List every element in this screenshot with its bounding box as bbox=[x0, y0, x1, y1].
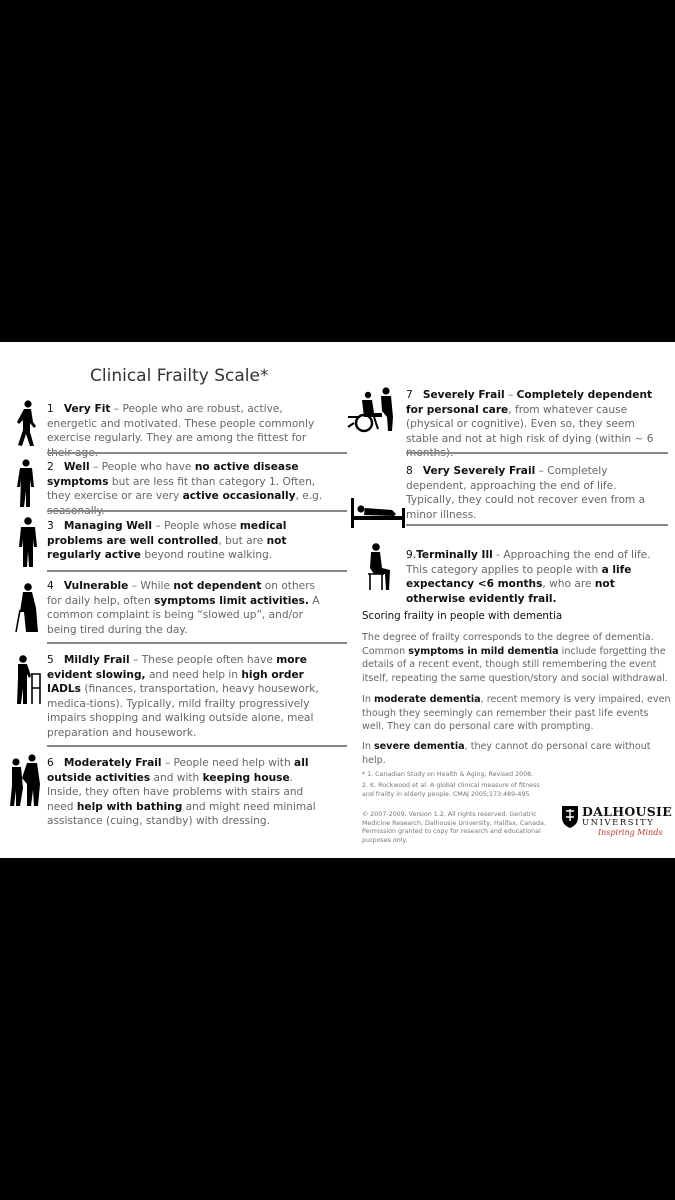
body-text: , e.g. bbox=[295, 490, 323, 503]
body-text: include forgetting the details of a recent event, though still remembering the event itself, repeating the same question/story and social withdrawal. bbox=[362, 645, 668, 684]
level-number: 1 bbox=[47, 403, 54, 415]
body-text: – People need help with bbox=[161, 757, 295, 769]
body-text: , recent memory is very impaired, even though they seemingly can remember their past life events well. They can do personal care with prompting. bbox=[362, 694, 671, 733]
body-text: on others for daily help, often bbox=[47, 580, 316, 607]
level-number: 4 bbox=[47, 580, 54, 592]
body-text: – bbox=[504, 389, 517, 401]
emphasis-text: active occasionally bbox=[182, 490, 296, 503]
emphasis-text: symptoms in mild dementia bbox=[408, 645, 559, 657]
level-number: 8 bbox=[406, 465, 413, 477]
body-text: and with bbox=[150, 771, 203, 784]
dementia-paragraph bbox=[362, 631, 672, 685]
level-3-entry bbox=[47, 519, 329, 563]
level-9-entry bbox=[406, 548, 668, 606]
emphasis-text: Completely dependent for personal care bbox=[406, 389, 653, 416]
emphasis-text: symptoms limit activities. bbox=[154, 594, 309, 607]
page-title: Clinical Frailty Scale* bbox=[90, 366, 269, 386]
logo-name: DALHOUSIE bbox=[582, 804, 673, 819]
body-text: In bbox=[362, 694, 374, 705]
divider bbox=[47, 452, 347, 454]
body-text: – People whose bbox=[152, 520, 240, 532]
level-4-entry bbox=[47, 579, 329, 637]
divider bbox=[47, 570, 347, 572]
body-text: . Inside, they often have problems with stairs and need bbox=[47, 771, 304, 813]
level-number: 6 bbox=[47, 757, 54, 769]
level-name: Terminally Ill bbox=[416, 549, 493, 561]
level-name: Managing Well bbox=[63, 520, 153, 532]
divider bbox=[47, 510, 347, 512]
body-text: , from whatever cause (physical or cognitive). Even so, they seem stable and not at high risk of dying (within ~ 6 bbox=[406, 403, 654, 445]
body-text: A common complaint is being “slowed up”, and/or being tired during the day. bbox=[47, 594, 320, 636]
dementia-paragraph bbox=[362, 740, 672, 767]
frailty-scale-card bbox=[0, 342, 675, 858]
body-text: – Completely dependent, approaching the end of life. Typically, they could not recover even from a minor illness. bbox=[406, 465, 646, 521]
university-crest-icon bbox=[561, 805, 579, 829]
level-name: Vulnerable bbox=[63, 580, 129, 592]
emphasis-text: keeping house bbox=[202, 771, 290, 784]
level-name: Well bbox=[63, 461, 90, 473]
emphasis-text: a life expectancy <6 months bbox=[406, 563, 632, 591]
level-5-entry bbox=[47, 653, 329, 741]
level-name: Very Severely Frail bbox=[422, 465, 536, 477]
emphasis-text: all outside activities bbox=[47, 757, 309, 784]
reference-2: 2. K. Rockwood et al. A global clinical measure of fitness and frailty in elderly people. CMAJ 2005;173:489-495. bbox=[362, 782, 540, 798]
level-name: Very Fit bbox=[63, 403, 111, 415]
emphasis-text: not dependent bbox=[173, 580, 262, 592]
body-text: , but are bbox=[218, 534, 267, 547]
walking-man-silhouette-icon bbox=[14, 459, 38, 509]
body-text: – While bbox=[128, 580, 174, 592]
emphasis-text: severe dementia bbox=[373, 741, 465, 752]
body-text: but are less fit than category 1. Often, they exercise or are very bbox=[47, 475, 316, 503]
person-with-walker-silhouette-icon bbox=[12, 654, 42, 706]
body-text: – People who have bbox=[89, 461, 195, 473]
level-name: Moderately Frail bbox=[63, 757, 162, 769]
divider bbox=[406, 452, 668, 454]
body-text: In bbox=[362, 741, 374, 752]
copyright-notice: © 2007-2009. Version 1.2. All rights reserved. Geriatric Medicine Research, Dalhousie University, Halifax, Canada. Permission granted to copy for research and educational purposes only. bbox=[362, 811, 546, 844]
level-6-entry bbox=[47, 756, 329, 829]
body-text: and might need minimal assistance (cuing, standby) with dressing. bbox=[47, 800, 316, 828]
divider bbox=[47, 745, 347, 747]
body-text: - Approaching the end of life. This category applies to people with bbox=[406, 549, 651, 576]
person-in-bed-silhouette-icon bbox=[350, 494, 406, 528]
level-number: 3 bbox=[47, 520, 54, 532]
divider bbox=[406, 524, 668, 526]
runner-silhouette-icon bbox=[14, 400, 40, 448]
emphasis-text: medical problems are well controlled bbox=[47, 520, 287, 547]
emphasis-text: high order IADLs bbox=[47, 668, 304, 696]
level-number: 2 bbox=[47, 461, 54, 473]
level-number: 9. bbox=[406, 549, 417, 561]
emphasis-text: not regularly active bbox=[47, 534, 287, 562]
body-text: – People who are robust, active, energetic and motivated. These people commonly exercise regularly. They are among the fittest for bbox=[47, 403, 315, 445]
body-text: (finances, transportation, heavy housework, medica-tions). Typically, mild frailty progressively impairs shopping and walking outside alone, meal preparation and housework. bbox=[47, 683, 319, 739]
wheelchair-silhouette-icon bbox=[346, 387, 402, 433]
logo-subtitle: UNIVERSITY bbox=[582, 817, 655, 827]
level-number: 5 bbox=[47, 654, 54, 666]
level-number: 7 bbox=[406, 389, 413, 401]
woman-with-cane-silhouette-icon bbox=[12, 582, 40, 634]
seated-person-silhouette-icon bbox=[364, 542, 394, 592]
divider bbox=[47, 642, 347, 644]
assisted-walking-silhouette-icon bbox=[8, 754, 44, 808]
emphasis-text: more evident slowing, bbox=[47, 654, 307, 681]
level-name: Mildly Frail bbox=[63, 654, 130, 666]
dementia-heading: Scoring frailty in people with dementia bbox=[362, 610, 563, 622]
standing-man-silhouette-icon bbox=[16, 517, 40, 569]
level-7-entry bbox=[406, 388, 668, 461]
emphasis-text: moderate dementia bbox=[373, 694, 481, 705]
logo-tagline: Inspiring Minds bbox=[598, 828, 663, 837]
body-text: , they cannot do personal care without help. bbox=[362, 741, 651, 766]
dalhousie-logo bbox=[560, 803, 673, 843]
emphasis-text: help with bathing bbox=[76, 800, 183, 813]
body-text: and need help in bbox=[145, 668, 242, 681]
body-text: The degree of frailty corresponds to the degree of dementia. Common bbox=[362, 632, 654, 657]
body-text: – These people often have bbox=[129, 654, 277, 666]
emphasis-text: no active disease symptoms bbox=[47, 461, 299, 488]
emphasis-text: not otherwise evidently frail. bbox=[406, 578, 615, 605]
dementia-paragraph bbox=[362, 693, 672, 734]
reference-1: * 1. Canadian Study on Health & Aging, Revised 2008. bbox=[362, 771, 534, 778]
level-8-entry bbox=[406, 464, 668, 522]
body-text: beyond routine walking. bbox=[140, 549, 273, 562]
level-name: Severely Frail bbox=[422, 389, 505, 401]
body-text: , who are bbox=[542, 578, 595, 591]
